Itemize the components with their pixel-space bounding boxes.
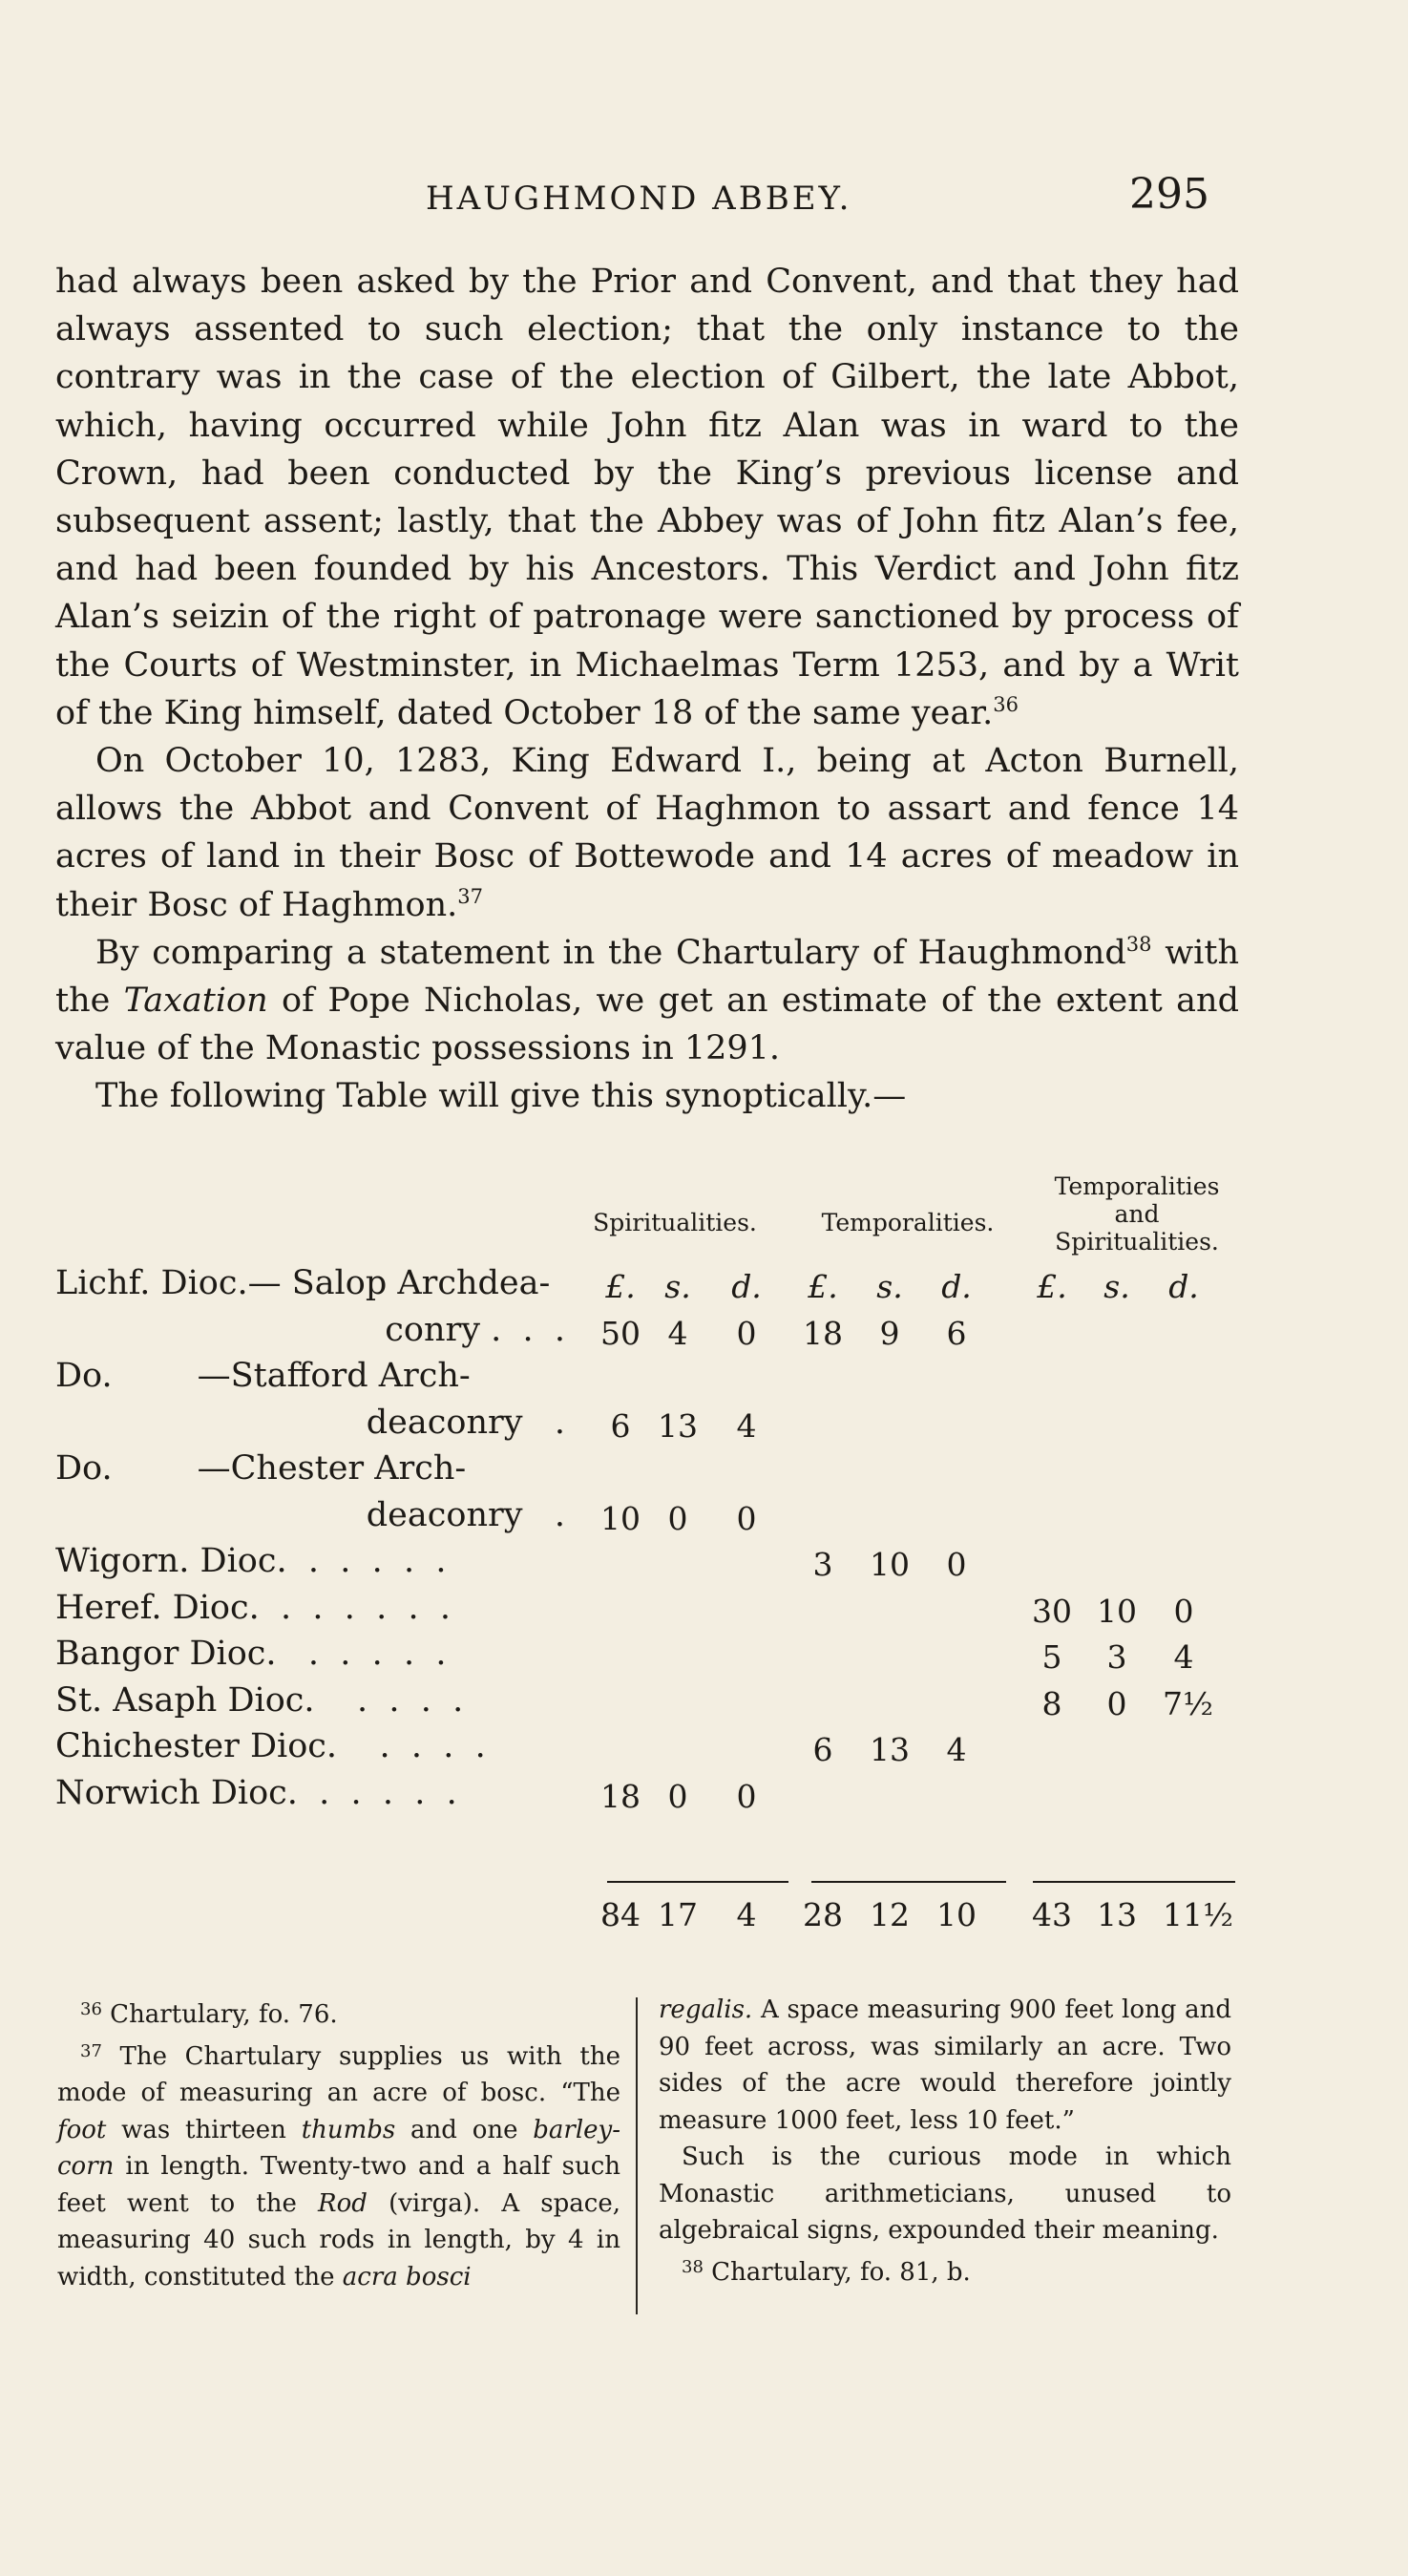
sp-value-pounds: 18	[600, 1777, 641, 1815]
taxation-title: Taxation	[123, 982, 268, 1021]
footnote-37-text-a: The Chartulary supplies us with the mode of measuring an acre of bosc. “The	[57, 2041, 620, 2107]
page-number: 295	[1129, 170, 1209, 219]
ts-total-pence: 11½	[1163, 1896, 1233, 1933]
combined-header-line-2: and	[1114, 1200, 1160, 1228]
paragraph-1	[55, 258, 1239, 737]
footnote-37-em-acra: acra bosci	[342, 2262, 472, 2291]
sp-value-shillings: 13	[658, 1406, 698, 1445]
ts-total-pounds: 43	[1032, 1896, 1072, 1933]
tp-unit-pounds: £.	[808, 1268, 838, 1305]
footnote-37-em-regalis: regalis.	[659, 1995, 753, 2024]
footnote-36-number: 36	[80, 1999, 102, 2019]
ts-value-shillings: 3	[1106, 1638, 1127, 1676]
tp-total-pence: 10	[936, 1896, 977, 1933]
ts-value-pence: 4	[1173, 1638, 1194, 1676]
row-label: St. Asaph Dioc. . . . .	[55, 1680, 464, 1720]
footnote-column-divider	[636, 1997, 638, 2314]
sp-total-pence: 4	[736, 1896, 757, 1933]
sp-value-pence: 4	[736, 1406, 757, 1445]
footnote-37-continued	[659, 1992, 1231, 2139]
footnotes-left-column	[57, 1992, 621, 2291]
paragraph-4-text: The following Table will give this synoptically.—	[95, 1077, 907, 1116]
tp-value-pounds: 3	[812, 1546, 833, 1583]
ts-value-pounds: 8	[1041, 1684, 1062, 1722]
tp-value-shillings: 10	[870, 1546, 910, 1583]
ts-unit-shillings: s.	[1103, 1268, 1130, 1305]
ts-value-pounds: 30	[1032, 1592, 1072, 1630]
sp-value-pence: 0	[736, 1314, 757, 1352]
ts-value-pounds: 5	[1041, 1638, 1062, 1676]
row-label: conry . . .	[385, 1310, 565, 1349]
sp-value-pence: 0	[736, 1499, 757, 1537]
ts-value-pence: 7½	[1163, 1684, 1213, 1722]
sp-value-pounds: 10	[600, 1499, 641, 1537]
footnote-38	[659, 2249, 1231, 2291]
footnote-36	[57, 1992, 620, 2034]
tp-total-shillings: 12	[870, 1896, 910, 1933]
tp-total-pounds: 28	[803, 1896, 843, 1933]
row-label: Do. —Stafford Arch-	[55, 1357, 471, 1395]
tp-unit-pence: d.	[941, 1268, 972, 1305]
paragraph-2-text: On October 10, 1283, King Edward I., being at Acton Burnell, allows the Abbot and Convent of Haghmon to assart and fence 14 acres of land in their Bosc of Bottewode and 14 acres of meadow in their Bosc of Haghmon.	[55, 742, 1239, 924]
footnote-ref-38[interactable]: 38	[1125, 932, 1152, 956]
row-label: Chichester Dioc. . . . .	[55, 1727, 486, 1765]
row-label: Do. —Chester Arch-	[55, 1449, 467, 1488]
total-rule-spiritualities	[607, 1881, 788, 1883]
combined-header-line-3: Spiritualities.	[1055, 1228, 1219, 1256]
paragraph-3	[55, 929, 1239, 1073]
row-label: deaconry .	[366, 1403, 565, 1442]
tp-value-pence: 6	[946, 1314, 967, 1352]
row-label: Norwich Dioc. . . . . .	[55, 1773, 457, 1812]
revenue-table	[0, 1172, 1408, 1974]
spiritualities-header: Spiritualities.	[593, 1209, 757, 1236]
paragraph-3-text-a: By comparing a statement in the Chartulary of Haughmond	[95, 933, 1126, 972]
tp-value-pence: 4	[946, 1731, 967, 1768]
ts-unit-pence: d.	[1168, 1268, 1199, 1305]
footnote-37-em-thumbs: thumbs	[301, 2115, 396, 2144]
total-rule-temporalities	[811, 1881, 1006, 1883]
footnote-37	[57, 2034, 621, 2291]
tp-value-pence: 0	[946, 1546, 967, 1583]
sp-total-pounds: 84	[600, 1896, 641, 1933]
tp-value-pounds: 18	[803, 1314, 843, 1352]
sp-unit-shillings: s.	[664, 1268, 691, 1305]
footnote-37-text-e: (virga). A space, measuring 40 such rods in length, by 4 in width, constituted the	[57, 2188, 621, 2291]
sp-value-shillings: 0	[667, 1777, 688, 1815]
footnote-37-text-c: and one	[395, 2115, 534, 2144]
row-label: deaconry .	[366, 1495, 565, 1534]
sp-total-shillings: 17	[658, 1896, 698, 1933]
temporalities-header: Temporalities.	[821, 1209, 995, 1236]
paragraph-2	[55, 737, 1239, 929]
tp-value-shillings: 9	[879, 1314, 900, 1352]
body-text	[55, 258, 1239, 1121]
footnote-37-second-paragraph	[659, 2139, 1231, 2249]
sp-value-pounds: 6	[610, 1406, 631, 1445]
footnote-37-text-d: in length. Twenty-two and a half such feet went to the	[57, 2152, 620, 2218]
footnote-37b-text: Such is the curious mode in which Monastic arithmeticians, unused to algebraical signs, expounded their meaning.	[659, 2143, 1231, 2245]
footnotes-right-column	[659, 1992, 1231, 2291]
footnote-38-text: Chartulary, fo. 81, b.	[711, 2257, 971, 2287]
footnote-37-em-rod: Rod	[318, 2188, 368, 2218]
running-title: HAUGHMOND ABBEY.	[426, 179, 852, 218]
page-header	[0, 170, 1408, 227]
footnote-36-text: Chartulary, fo. 76.	[110, 2000, 338, 2029]
paragraph-4	[55, 1072, 1239, 1120]
paragraph-1-text: had always been asked by the Prior and Convent, and that they had always assented to such election; that the only instance to the contrary was in the case of the election of Gilbert, the late Abbot, which, having occurred while John fitz Alan was in ward to the Crown, had been conducted by the King’s previous license and subsequent assent; lastly, that the Abbey was of John fitz Alan’s fee, and had been founded by his Ancestors. This Verdict and John fitz Alan’s seizin of the right of patronage were sanctioned by process of the Courts of Westminster, in Michaelmas Term 1253, and by a Writ of the King himself, dated October 18 of the same year.	[55, 263, 1239, 732]
sp-unit-pence: d.	[731, 1268, 762, 1305]
footnote-37-em-foot: foot	[57, 2115, 107, 2144]
sp-unit-pounds: £.	[605, 1268, 636, 1305]
ts-value-shillings: 10	[1097, 1592, 1137, 1630]
footnote-ref-36[interactable]: 36	[993, 692, 1019, 716]
footnote-37-text-b: was thirteen	[106, 2115, 302, 2144]
tp-unit-shillings: s.	[876, 1268, 903, 1305]
total-rule-combined	[1033, 1881, 1235, 1883]
tp-value-shillings: 13	[870, 1731, 910, 1768]
tp-value-pounds: 6	[812, 1731, 833, 1768]
sp-value-shillings: 0	[667, 1499, 688, 1537]
footnote-38-number: 38	[682, 2256, 704, 2277]
footnote-ref-37[interactable]: 37	[457, 884, 483, 908]
sp-value-pounds: 50	[600, 1314, 641, 1352]
combined-header	[1029, 1172, 1245, 1256]
paragraph-3-text-b: with the	[55, 933, 1239, 1021]
footnote-37-text-f: A space measuring 900 feet long and 90 feet across, was similarly an acre. Two sides of the acre would therefore jointly measure 1000 feet, less 10 feet.”	[659, 1995, 1232, 2135]
combined-header-line-1: Temporalities	[1054, 1172, 1220, 1200]
ts-value-shillings: 0	[1106, 1684, 1127, 1722]
row-label: Wigorn. Dioc. . . . . .	[55, 1542, 447, 1580]
row-label: Heref. Dioc. . . . . . .	[55, 1588, 451, 1627]
ts-total-shillings: 13	[1097, 1896, 1137, 1933]
ts-value-pence: 0	[1173, 1592, 1194, 1630]
footnote-37-number: 37	[80, 2040, 102, 2061]
footnote-37-em-barleycorn: barley-corn	[57, 2115, 620, 2181]
row-label: Lichf. Dioc.— Salop Archdea-	[55, 1264, 551, 1302]
paragraph-3-text-c: of Pope Nicholas, we get an estimate of the extent and value of the Monastic possessions in 1291.	[55, 982, 1239, 1068]
sp-value-pence: 0	[736, 1777, 757, 1815]
sp-value-shillings: 4	[667, 1314, 688, 1352]
ts-unit-pounds: £.	[1037, 1268, 1067, 1305]
row-label: Bangor Dioc. . . . . .	[55, 1635, 447, 1673]
